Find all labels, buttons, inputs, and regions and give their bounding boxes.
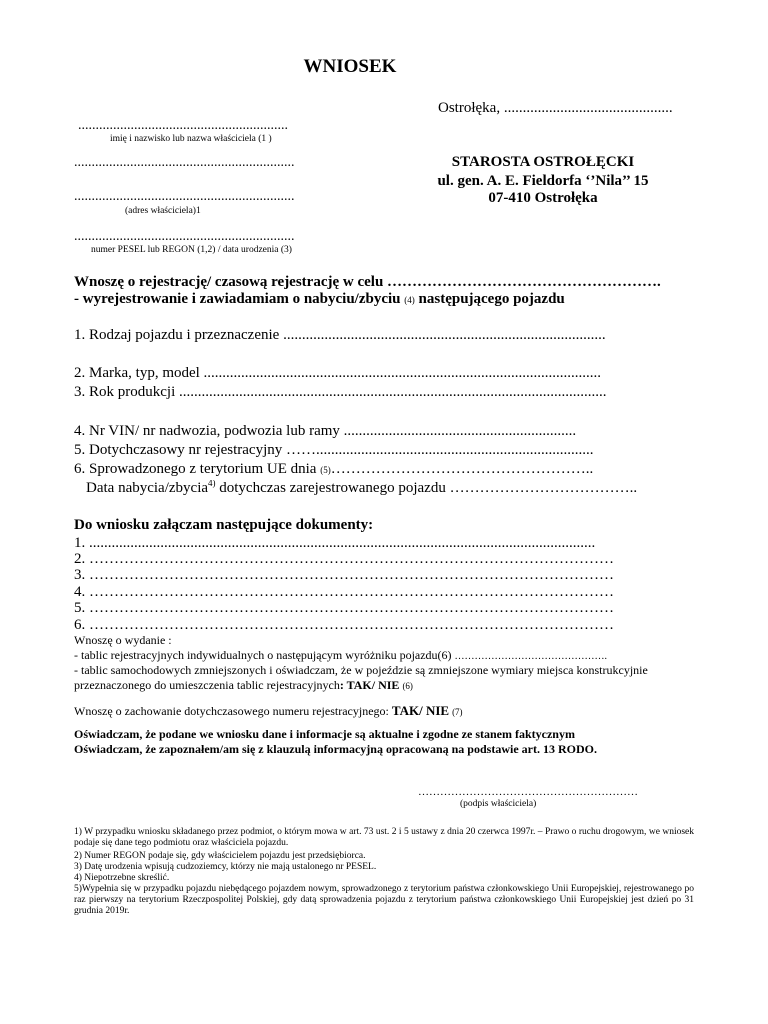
plates-reduced-text-2: przeznaczonego do umieszczenia tablic rejestracyjnych — [74, 678, 340, 692]
attachment-line-6[interactable]: 6. …………………………………………………………………………………………… — [74, 617, 614, 633]
owner-id-caption: numer PESEL lub REGON (1,2) / data urodzenia (3) — [91, 245, 292, 255]
footnote-2: 2) Numer REGON podaje się, gdy właścicielem pojazdu jest przedsiębiorca. — [74, 851, 366, 861]
signature-caption: (podpis właściciela) — [460, 799, 537, 809]
plates-reduced-text: - tablic samochodowych zmniejszonych i oświadczam, że w pojeździe są zmniejszone wymiary miejsca konstrukcyjnie — [74, 663, 648, 677]
request-line-2 — [74, 291, 565, 308]
signature-field[interactable]: …………………………………………………… — [418, 786, 638, 798]
import-date-field[interactable] — [74, 461, 593, 478]
footnote-ref-4: (4) — [404, 295, 415, 305]
owner-address-field-2[interactable]: ............................................................... — [74, 189, 295, 204]
owner-address-field-1[interactable]: ............................................................... — [74, 155, 295, 170]
owner-address-caption: (adres właściciela)1 — [125, 206, 201, 216]
request-line-2-text: - wyrejestrowanie i zawiadamiam o nabyciu/zbyciu — [74, 291, 401, 307]
date-dots: ............................................. — [503, 100, 673, 116]
plates-individual-label: - tablic rejestracyjnych indywidualnych o następującym wyróżniku pojazdu(6) — [74, 648, 452, 662]
vehicle-vin-field[interactable]: 4. Nr VIN/ nr nadwozia, podwozia lub ramy .............................................................. — [74, 423, 577, 439]
request-line-2-end: następującego pojazdu — [418, 291, 565, 307]
footnote-ref-4-sup: 4) — [208, 480, 216, 488]
vehicle-year-field[interactable]: 3. Rok produkcji .................................................................................................................. — [74, 384, 607, 400]
attachment-line-4[interactable]: 4. …………………………………………………………………………………………… — [74, 584, 614, 600]
footnote-ref-6: (6) — [402, 681, 413, 691]
footnote-3: 3) Datę urodzenia wpisują cudzoziemcy, którzy nie mają ustalonego nr PESEL. — [74, 862, 377, 872]
document-title: WNIOSEK — [303, 56, 397, 77]
keep-number-label: Wnoszę o zachowanie dotychczasowego numeru rejestracyjnego: — [74, 704, 389, 718]
attachment-line-3[interactable]: 3. …………………………………………………………………………………………… — [74, 567, 614, 583]
plates-reduced-answer[interactable]: : TAK/ NIE — [339, 678, 400, 692]
footnote-1: 1) W przypadku wniosku składanego przez podmiot, o którym mowa w art. 73 ust. 2 i 5 ustawy z dnia 20 czerwca 1997r. – Prawo o ruchu drogowym, we wniosek podaje się dane tego podmiotu oraz właściciela pojazdu. — [74, 827, 694, 848]
office-name: STAROSTA OSTROŁĘCKI — [451, 154, 635, 170]
owner-id-field[interactable]: ............................................................... — [74, 229, 295, 244]
declaration-rodo: Oświadczam, że zapoznałem/am się z klauzulą informacyjną opracowaną na podstawie art. 13 RODO. — [74, 742, 597, 756]
declaration-accuracy: Oświadczam, że podane we wniosku dane i informacje są aktualne i zgodne ze stanem faktycznym — [74, 727, 575, 741]
import-date-label: 6. Sprowadzonego z terytorium UE dnia — [74, 461, 317, 477]
vehicle-make-field[interactable]: 2. Marka, typ, model .......................................................................................................... — [74, 365, 602, 381]
plates-individual-field[interactable] — [74, 648, 607, 663]
request-purpose-field[interactable]: Wnoszę o rejestrację/ czasową rejestrację w celu ………………………………………………. — [74, 274, 661, 290]
place-label: Ostrołęka, — [438, 100, 501, 116]
attachments-heading: Do wniosku załączam następujące dokumenty: — [74, 517, 374, 533]
acquisition-date-label: Data nabycia/zbycia — [86, 480, 209, 496]
attachment-line-1[interactable]: 1. ....................................................................................................................................... — [74, 535, 596, 551]
attachment-line-2[interactable]: 2. …………………………………………………………………………………………… — [74, 551, 614, 567]
keep-number-answer[interactable]: TAK/ NIE — [391, 703, 450, 718]
owner-name-caption: imię i nazwisko lub nazwa właściciela (1 ) — [110, 134, 272, 144]
previous-registration-field[interactable]: 5. Dotychczasowy nr rejestracyjny …….......................................................................... — [74, 442, 594, 458]
plates-individual-dots: ………………………………………. — [454, 651, 608, 662]
office-street: ul. gen. A. E. Fieldorfa ‘’Nila’’ 15 — [437, 173, 649, 189]
issue-heading: Wnoszę o wydanie : — [74, 633, 172, 647]
footnote-5: 5)Wypełnia się w przypadku pojazdu niebędącego pojazdem nowym, sprowadzonego z terytorium państwa członkowskiego Unii Europejskiej, rejestrowanego po raz pierwszy na terytorium Rzeczpospolitej Polskiej, gdy datą sprowadzenia pojazdu z terytorium państwa członkowskiego Unii Europejskiej jest dzień po 31 grudnia 2019r. — [74, 884, 694, 916]
plates-reduced-choice[interactable] — [74, 678, 413, 693]
attachment-line-5[interactable]: 5. …………………………………………………………………………………………… — [74, 600, 614, 616]
footnote-ref-7: (7) — [452, 707, 463, 717]
vehicle-type-field[interactable]: 1. Rodzaj pojazdu i przeznaczenie ...................................................................................... — [74, 327, 606, 343]
keep-number-choice[interactable] — [74, 703, 463, 719]
footnote-4: 4) Niepotrzebne skreślić. — [74, 873, 170, 883]
office-city: 07-410 Ostrołęka — [488, 190, 598, 206]
owner-name-field[interactable]: ............................................................ — [78, 118, 288, 133]
place-date-field[interactable] — [438, 100, 673, 117]
acquisition-date-field[interactable] — [86, 480, 637, 497]
import-date-dots: …………………………………………….. — [330, 461, 594, 477]
acquisition-date-rest: dotychczas zarejestrowanego pojazdu ……………………………….. — [219, 480, 638, 496]
footnote-ref-5: (5) — [320, 465, 331, 475]
